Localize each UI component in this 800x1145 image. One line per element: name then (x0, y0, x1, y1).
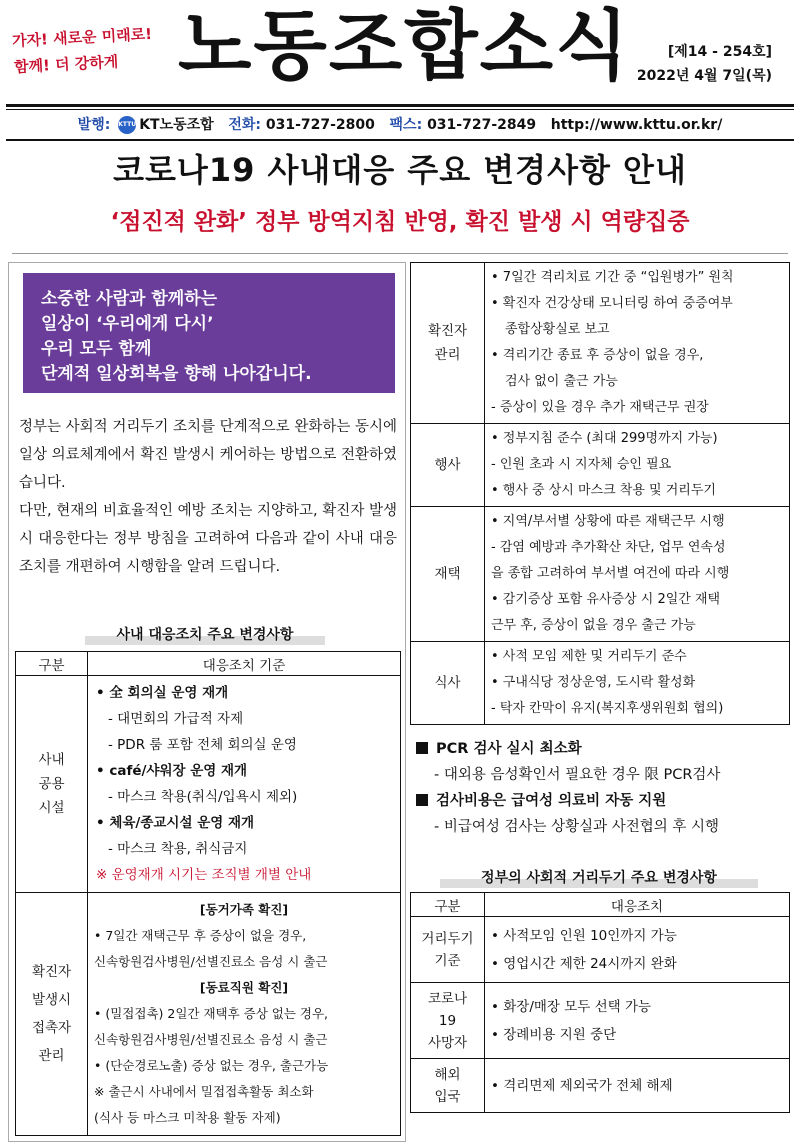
row-category (411, 263, 485, 424)
content-line: • 지역/부서별 상황에 따른 재택근무 시행 (491, 514, 725, 529)
category-line: 19 (438, 1012, 457, 1029)
row-content (485, 983, 790, 1059)
category-line: 공용 (38, 776, 65, 792)
category-line: 발생시 (31, 992, 72, 1008)
masthead-rule-thin (6, 109, 794, 110)
content-line: • 7일간 재택근무 후 증상이 없을 경우, (94, 928, 307, 943)
content-line: 을 종합 고려하여 부서별 여건에 따라 시행 (491, 566, 730, 581)
row-content (485, 1059, 790, 1113)
pcr-heading-text: PCR 검사 실시 최소화 (436, 741, 582, 757)
category-line: 접촉자 (31, 1020, 72, 1036)
row-content (485, 424, 790, 507)
row-category (16, 676, 88, 893)
gov-changes-table (410, 892, 790, 1113)
table-row (411, 642, 790, 725)
content-line: • café/샤워장 운영 재개 (96, 763, 248, 779)
content-line: 검사 없이 출근 가능 (505, 374, 618, 389)
category-line: 사내 (38, 752, 65, 768)
content-line: ※ 출근시 사내에서 밀접접촉활동 최소화 (94, 1084, 314, 1099)
slogan-line-1: 가자! 새로운 미래로! (11, 24, 153, 51)
content-line: 근무 후, 증상이 없을 경우 출근 가능 (491, 618, 696, 633)
content-line: - PDR 룸 포함 전체 회의실 운영 (108, 737, 297, 753)
row-content (485, 507, 790, 642)
cost-detail: - 비급여성 검사는 상황실과 사전협의 후 시행 (434, 819, 720, 835)
row-category (411, 424, 485, 507)
row-category (411, 507, 485, 642)
row-category (16, 893, 88, 1136)
slogan-line-2: 함께! 더 강하게 (13, 52, 119, 77)
content-line: • (단순경로노출) 증상 없는 경우, 출근가능 (94, 1058, 329, 1073)
masthead-rule (6, 104, 794, 107)
content-line: • 격리면제 제외국가 전체 해제 (491, 1077, 673, 1094)
table-row (411, 263, 790, 424)
highlight-box (23, 273, 395, 393)
publisher-label: 발행: (77, 117, 111, 133)
row-category (411, 983, 485, 1059)
masthead (0, 0, 800, 110)
cost-heading-text: 검사비용은 급여성 의료비 자동 지원 (436, 793, 667, 809)
square-bullet-icon (416, 742, 428, 754)
notice-line: ※ 운영재개 시기는 조직별 개별 안내 (96, 867, 312, 883)
pcr-detail: - 대외용 음성확인서 필요한 경우 限 PCR검사 (434, 767, 721, 783)
highlight-line: 소중한 사람과 함께하는 (41, 289, 218, 309)
category-line: 입국 (434, 1088, 461, 1105)
issue-number: [제14 - 254호] (667, 44, 772, 60)
content-line: 신속항원검사병원/선별진료소 음성 시 출근 (94, 1032, 328, 1047)
content-line: • 감기증상 포함 유사증상 시 2일간 재택 (491, 592, 721, 607)
table-header-measure: 대응조치 (485, 893, 790, 917)
category-line: 사망자 (427, 1034, 468, 1051)
highlight-line: 일상이 ‘우리에게 다시’ (41, 314, 214, 334)
content-line: • 격리기간 종료 후 증상이 없을 경우, (491, 348, 704, 363)
website-link[interactable]: http://www.kttu.or.kr/ (550, 117, 723, 133)
intro-text (19, 413, 397, 581)
category-line: 식사 (434, 675, 461, 691)
category-line: 확진자 (427, 323, 468, 339)
category-line: 기준 (434, 952, 461, 969)
content-line: - 증상이 있을 경우 추가 재택근무 권장 (491, 400, 709, 415)
content-line: • 사적모임 인원 10인까지 가능 (491, 927, 677, 944)
content-line: 종합상황실로 보고 (505, 322, 610, 337)
content-line: - 탁자 칸막이 유지(복지후생위원회 협의) (491, 701, 724, 716)
pcr-notice (416, 736, 796, 840)
slogan (12, 24, 172, 76)
table-row (16, 893, 401, 1136)
pcr-heading (416, 736, 796, 762)
content-line: - 감염 예방과 추가확산 차단, 업무 연속성 (491, 540, 726, 555)
row-content (485, 642, 790, 725)
kttu-logo-icon: KTTU (118, 116, 136, 134)
category-line: 시설 (38, 800, 65, 816)
publisher-bar (0, 112, 800, 138)
table-header-category: 구분 (16, 652, 88, 676)
content-line: • 화장/매장 모두 선택 가능 (491, 998, 652, 1015)
cost-heading (416, 788, 796, 814)
content-line: • 영업시간 제한 24시까지 완화 (491, 955, 677, 972)
table-header-category: 구분 (411, 893, 485, 917)
square-bullet-icon (416, 794, 428, 806)
table-row (411, 507, 790, 642)
phone-number: 031-727-2800 (265, 117, 375, 133)
content-line: • 확진자 건강상태 모니터링 하여 중증여부 (491, 296, 733, 311)
content-line: • 체육/종교시설 운영 재개 (96, 815, 255, 831)
content-line: • 장례비용 지원 중단 (491, 1026, 617, 1043)
issue-date: 2022년 4월 7일(목) (636, 68, 772, 84)
left-column (8, 262, 406, 1142)
phone-label: 전화: (228, 117, 261, 133)
fax-label: 팩스: (389, 117, 423, 133)
content-heading: [동거가족 확진] (199, 902, 289, 917)
highlight-line: 우리 모두 함께 (41, 339, 152, 359)
table-row (411, 424, 790, 507)
intro-paragraph: 다만, 현재의 비효율적인 예방 조치는 지양하고, 확진자 발생 시 대응한다는 정부 방침을 고려하여 다음과 같이 사내 대응조치를 개편하여 시행함을 알려 드립니다. (19, 503, 397, 575)
intro-paragraph: 정부는 사회적 거리두기 조치를 단계적으로 완화하는 동시에 일상 의료체계에서 확진 발생시 케어하는 방법으로 전환하였습니다. (19, 419, 397, 491)
category-line: 재택 (434, 566, 461, 582)
table-row (411, 1059, 790, 1113)
highlight-line: 단계적 일상회복을 향해 나아갑니다. (41, 364, 312, 384)
row-category (411, 642, 485, 725)
newsletter-title: 노동조합소식 (178, 1, 631, 90)
content-line: • 全 회의실 운영 재개 (96, 685, 229, 701)
content-heading: [동료직원 확진] (199, 980, 289, 995)
measures-table (410, 262, 790, 725)
content-line: • (밀접접촉) 2일간 재택후 증상 없는 경우, (94, 1006, 329, 1021)
content-line: • 구내식당 정상운영, 도시락 활성화 (491, 675, 696, 690)
publisher-org: KT노동조합 (139, 117, 214, 133)
content-line: • 행사 중 상시 마스크 착용 및 거리두기 (491, 483, 716, 498)
table-row (411, 917, 790, 983)
category-line: 거리두기 (421, 930, 474, 947)
publisher-rule (6, 139, 794, 141)
internal-measures-table (15, 651, 401, 1136)
content-line: • 사적 모임 제한 및 거리두기 준수 (491, 649, 687, 664)
content-line: - 인원 초과 시 지자체 승인 필요 (491, 457, 672, 472)
headline-title: 코로나19 사내대응 주요 변경사항 안내 (113, 151, 687, 189)
content-line: (식사 등 마스크 미착용 활동 자제) (94, 1110, 281, 1125)
row-content (88, 893, 401, 1136)
internal-section-title: 사내 대응조치 주요 변경사항 (85, 625, 325, 645)
row-content (485, 263, 790, 424)
category-line: 코로나 (427, 990, 468, 1007)
content-line: • 7일간 격리치료 기간 중 “입원병가” 원칙 (491, 270, 734, 285)
content-line: - 마스크 착용, 취식금지 (108, 841, 248, 857)
category-line: 관리 (434, 347, 461, 363)
row-content (485, 917, 790, 983)
row-category (411, 1059, 485, 1113)
content-line: • 정부지침 준수 (최대 299명까지 가능) (491, 431, 718, 446)
table-row (16, 676, 401, 893)
content-line: 신속항원검사병원/선별진료소 음성 시 출근 (94, 954, 328, 969)
row-category (411, 917, 485, 983)
headline-subtitle: ‘점진적 완화’ 정부 방역지침 반영, 확진 발생 시 역량집중 (110, 209, 690, 235)
table-header-row (411, 893, 790, 917)
category-line: 확진자 (31, 964, 72, 980)
row-content (88, 676, 401, 893)
gov-section-title: 정부의 사회적 거리두기 주요 변경사항 (440, 868, 758, 888)
table-row (411, 983, 790, 1059)
table-header-criteria: 대응조치 기준 (88, 652, 401, 676)
category-line: 행사 (434, 457, 461, 473)
category-line: 관리 (38, 1048, 65, 1064)
content-line: - 마스크 착용(취식/입욕시 제외) (108, 789, 298, 805)
fax-number: 031-727-2849 (427, 117, 537, 133)
category-line: 해외 (434, 1066, 461, 1083)
content-line: - 대면회의 가급적 자제 (108, 711, 244, 727)
table-header-row (16, 652, 401, 676)
issue-info (637, 40, 772, 88)
